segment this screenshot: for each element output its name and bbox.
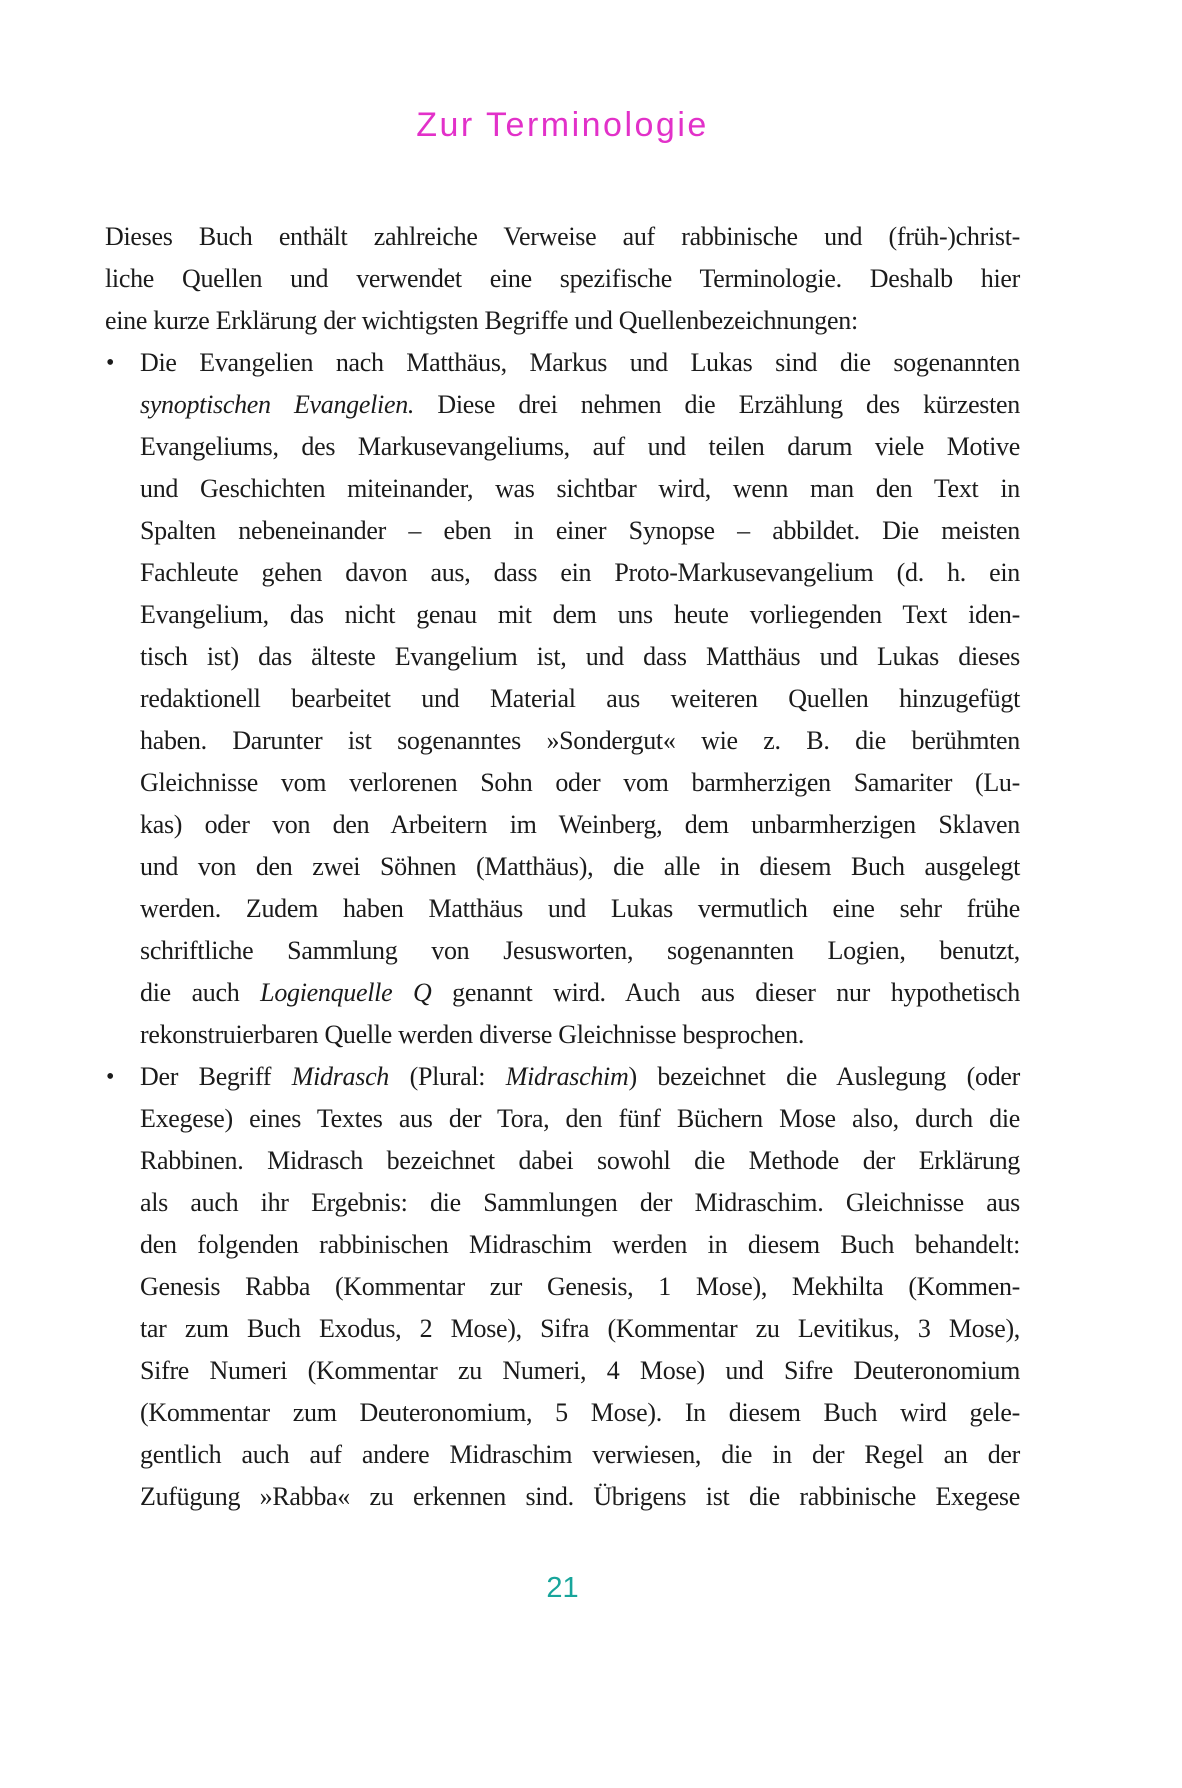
text-line: eine kurze Erklärung der wichtigsten Begriffe und Quellenbezeichnungen: bbox=[105, 306, 858, 335]
text-line: als auch ihr Ergebnis: die Sammlungen der Midraschim. Gleichnisse aus bbox=[140, 1188, 1020, 1217]
text-line: kas) oder von den Arbeitern im Weinberg, dem unbarmherzigen Sklaven bbox=[140, 810, 1020, 839]
text-line: Sifre Numeri (Kommentar zu Numeri, 4 Mose) und Sifre Deuteronomium bbox=[140, 1356, 1020, 1385]
text-line: schriftliche Sammlung von Jesusworten, sogenannten Logien, benutzt, bbox=[140, 936, 1020, 965]
text-line: Fachleute gehen davon aus, dass ein Proto-Markusevangelium (d. h. ein bbox=[140, 558, 1020, 587]
body-text bbox=[105, 216, 1020, 1518]
text-line: Exegese) eines Textes aus der Tora, den fünf Büchern Mose also, durch die bbox=[140, 1104, 1020, 1133]
bullet-marker: • bbox=[106, 1064, 115, 1090]
text-line: tar zum Buch Exodus, 2 Mose), Sifra (Kommentar zu Levitikus, 3 Mose), bbox=[140, 1314, 1020, 1343]
text-line: werden. Zudem haben Matthäus und Lukas vermutlich eine sehr frühe bbox=[140, 894, 1020, 923]
text-line: rekonstruierbaren Quelle werden diverse Gleichnisse besprochen. bbox=[140, 1020, 805, 1049]
text-line: Spalten nebeneinander – eben in einer Synopse – abbildet. Die meisten bbox=[140, 516, 1020, 545]
text-line: gentlich auch auf andere Midraschim verwiesen, die in der Regel an der bbox=[140, 1440, 1020, 1469]
text-line: redaktionell bearbeitet und Material aus weiteren Quellen hinzugefügt bbox=[140, 684, 1020, 713]
bullet-item-line bbox=[105, 342, 1020, 384]
page-title: Zur Terminologie bbox=[416, 106, 709, 144]
text-line: den folgenden rabbinischen Midraschim werden in diesem Buch behandelt: bbox=[140, 1230, 1020, 1259]
text-line: und von den zwei Söhnen (Matthäus), die alle in diesem Buch ausgelegt bbox=[140, 852, 1020, 881]
bullet-item-line bbox=[105, 1056, 1020, 1098]
text-line: synoptischen Evangelien. Diese drei nehmen die Erzählung des kürzesten bbox=[140, 390, 1020, 419]
bullet-marker: • bbox=[106, 350, 115, 376]
text-line: (Kommentar zum Deuteronomium, 5 Mose). In diesem Buch wird gele- bbox=[140, 1398, 1020, 1427]
text-line: und Geschichten miteinander, was sichtbar wird, wenn man den Text in bbox=[140, 474, 1020, 503]
bullet-text: Der Begriff Midrasch (Plural: Midraschim) bezeichnet die Auslegung (oder bbox=[140, 1062, 1020, 1091]
text-line: Genesis Rabba (Kommentar zur Genesis, 1 Mose), Mekhilta (Kommen- bbox=[140, 1272, 1020, 1301]
text-line: liche Quellen und verwendet eine spezifische Terminologie. Deshalb hier bbox=[105, 264, 1020, 293]
text-line: Rabbinen. Midrasch bezeichnet dabei sowohl die Methode der Erklärung bbox=[140, 1146, 1020, 1175]
text-line: Gleichnisse vom verlorenen Sohn oder vom barmherzigen Samariter (Lu- bbox=[140, 768, 1020, 797]
text-line: Zufügung »Rabba« zu erkennen sind. Übrigens ist die rabbinische Exegese bbox=[140, 1482, 1020, 1511]
text-line: Evangelium, das nicht genau mit dem uns heute vorliegenden Text iden- bbox=[140, 600, 1020, 629]
text-line: Dieses Buch enthält zahlreiche Verweise auf rabbinische und (früh-)christ- bbox=[105, 222, 1020, 251]
page-number: 21 bbox=[546, 1572, 579, 1604]
text-line: tisch ist) das älteste Evangelium ist, und dass Matthäus und Lukas dieses bbox=[140, 642, 1020, 671]
text-line: Evangeliums, des Markusevangeliums, auf und teilen darum viele Motive bbox=[140, 432, 1020, 461]
text-line: die auch Logienquelle Q genannt wird. Auch aus dieser nur hypothetisch bbox=[140, 978, 1020, 1007]
text-line: haben. Darunter ist sogenanntes »Sondergut« wie z. B. die berühmten bbox=[140, 726, 1020, 755]
bullet-text: Die Evangelien nach Matthäus, Markus und Lukas sind die sogenannten bbox=[140, 348, 1020, 377]
